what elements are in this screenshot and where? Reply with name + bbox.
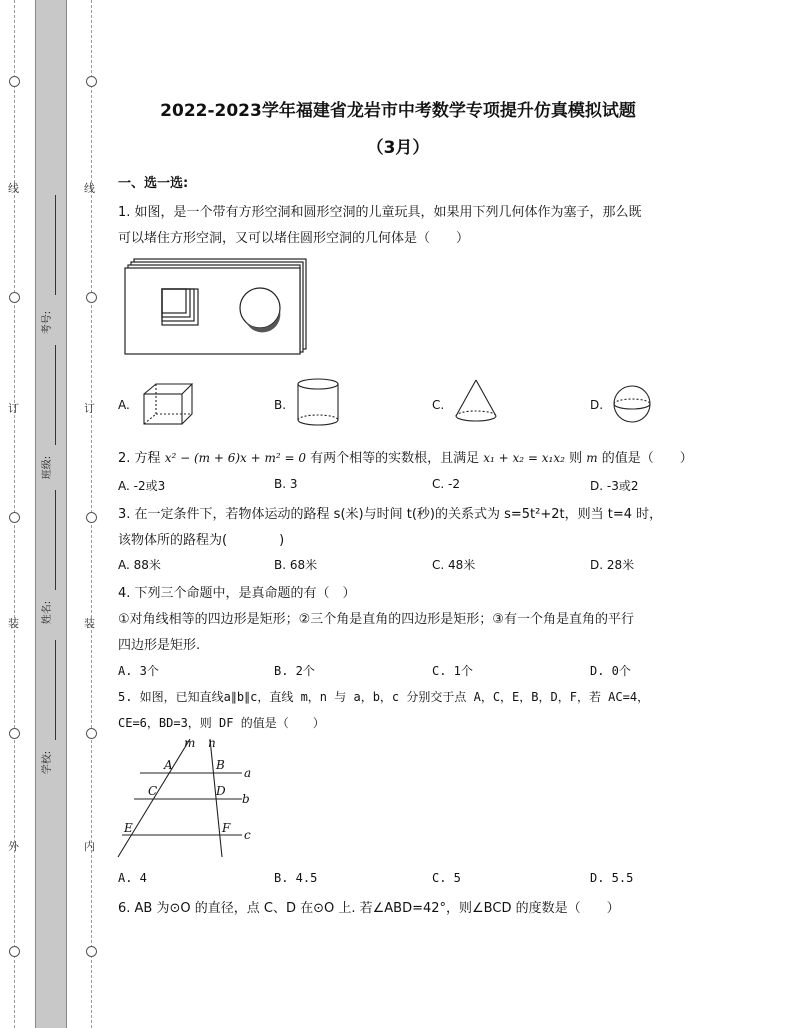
q5-option-c[interactable]: C. 5 — [432, 871, 461, 885]
toy-board-figure — [124, 255, 310, 355]
exam-title: 2022-2023学年福建省龙岩市中考数学专项提升仿真模拟试题 — [160, 101, 636, 121]
q2-variable: m — [586, 451, 598, 465]
q5-option-a[interactable]: A. 4 — [118, 871, 147, 885]
class-label: 班级: — [42, 455, 54, 480]
q2-condition: x₁ + x₂ = x₁x₂ — [483, 451, 565, 465]
exam-subtitle: （3月） — [366, 138, 430, 158]
label-D: D — [216, 784, 226, 798]
q2-option-b[interactable]: B. 3 — [274, 477, 298, 491]
q2-mid: 有两个相等的实数根，且满足 — [310, 451, 480, 466]
q4-text-line3: 四边形是矩形. — [118, 638, 201, 653]
q5-text-line1: 5. 如图，已知直线a∥b∥c，直线 m，n 与 a，b，c 分别交于点 A，C，E，B，D，F，若 AC=4， — [118, 690, 650, 704]
q4-text-line2: ①对角线相等的四边形是矩形；②三个角是直角的四边形是矩形；③有一个角是直角的平行 — [118, 612, 634, 627]
exam-number-label: 考号: — [42, 310, 54, 335]
binding-hole — [9, 76, 20, 87]
label-F: F — [222, 821, 231, 835]
binding-hole — [9, 946, 20, 957]
binding-hole — [9, 512, 20, 523]
q4-text-line1: 4. 下列三个命题中，是真命题的有（ ） — [118, 586, 356, 601]
q4-option-c[interactable]: C. 1个 — [432, 664, 473, 678]
name-label: 姓名: — [42, 600, 54, 625]
q5-option-d[interactable]: D. 5.5 — [590, 871, 634, 885]
q3-text-line2: 该物体所的路程为( ) — [118, 533, 285, 548]
q2-text — [118, 447, 693, 466]
q2-end: 的值是（ ） — [601, 451, 693, 466]
label-a: a — [244, 766, 252, 780]
parallel-lines-figure — [112, 735, 262, 863]
q1-option-d[interactable]: D. — [590, 398, 604, 412]
inner-margin-char: 订 — [84, 402, 95, 415]
q4-option-b[interactable]: B. 2个 — [274, 664, 315, 678]
q4-option-a[interactable]: A. 3个 — [118, 664, 159, 678]
sphere-icon — [608, 382, 658, 426]
q2-option-a[interactable]: A. -2或3 — [118, 479, 166, 493]
q1-text-line2: 可以堵住方形空洞，又可以堵住圆形空洞的几何体是（ ） — [118, 231, 470, 246]
label-E: E — [124, 821, 133, 835]
class-blank — [55, 345, 56, 445]
q2-prefix: 2. 方程 — [118, 451, 161, 466]
label-B: B — [216, 758, 225, 772]
outer-margin-char: 线 — [8, 182, 19, 195]
label-n: n — [208, 736, 216, 750]
outer-margin-char: 外 — [8, 840, 19, 853]
q2-option-d[interactable]: D. -3或2 — [590, 479, 639, 493]
exam-number-blank — [55, 195, 56, 295]
cone-icon — [452, 376, 502, 428]
q5-text-line2: CE=6，BD=3，则 DF 的值是（ ） — [118, 716, 325, 730]
name-blank — [55, 490, 56, 590]
school-label: 学校: — [42, 750, 54, 775]
label-m: m — [184, 736, 196, 750]
q5-option-b[interactable]: B. 4.5 — [274, 871, 318, 885]
binding-hole — [86, 292, 97, 303]
q3-option-c[interactable]: C. 48米 — [432, 558, 476, 572]
q3-option-d[interactable]: D. 28米 — [590, 558, 635, 572]
cylinder-icon — [294, 376, 344, 430]
q1-option-c[interactable]: C. — [432, 398, 445, 412]
binding-hole — [86, 728, 97, 739]
section-heading: 一、选一选: — [118, 176, 189, 191]
inner-margin-char: 装 — [84, 617, 95, 630]
q1-option-b[interactable]: B. — [274, 398, 287, 412]
binding-hole — [86, 512, 97, 523]
binding-hole — [86, 76, 97, 87]
outer-margin-char: 订 — [8, 402, 19, 415]
q3-option-a[interactable]: A. 88米 — [118, 558, 161, 572]
q4-option-d[interactable]: D. 0个 — [590, 664, 631, 678]
binding-margin — [0, 0, 112, 1028]
label-C: C — [148, 784, 158, 798]
label-A: A — [164, 758, 173, 772]
gray-binding-bar — [35, 0, 67, 1028]
binding-hole — [86, 946, 97, 957]
binding-hole — [9, 292, 20, 303]
cube-icon — [138, 380, 198, 428]
binding-hole — [9, 728, 20, 739]
outer-margin-char: 装 — [8, 617, 19, 630]
inner-margin-char: 内 — [84, 840, 95, 853]
q3-option-b[interactable]: B. 68米 — [274, 558, 318, 572]
label-b: b — [242, 792, 250, 806]
q2-equation: x² − (m + 6)x + m² = 0 — [164, 451, 306, 465]
q3-text-line1: 3. 在一定条件下，若物体运动的路程 s(米)与时间 t(秒)的关系式为 s=5t²+2t，则当 t=4 时， — [118, 507, 663, 522]
label-c: c — [244, 828, 251, 842]
q1-option-a[interactable]: A. — [118, 398, 130, 412]
q2-suffix: 则 — [569, 451, 583, 466]
q1-text-line1: 1. 如图，是一个带有方形空洞和圆形空洞的儿童玩具，如果用下列几何体作为塞子，那么既 — [118, 205, 642, 220]
school-blank — [55, 640, 56, 740]
q6-text-line1: 6. AB 为⊙O 的直径，点 C、D 在⊙O 上. 若∠ABD=42°，则∠BCD 的度数是（ ） — [118, 901, 620, 916]
q2-option-c[interactable]: C. -2 — [432, 477, 460, 491]
inner-margin-char: 线 — [84, 182, 95, 195]
